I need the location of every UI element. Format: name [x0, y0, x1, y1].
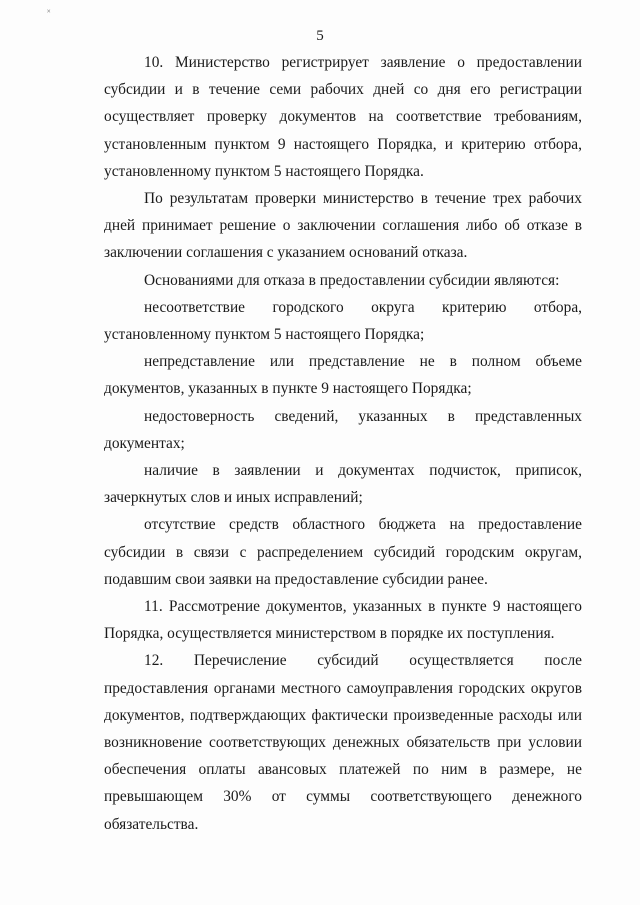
text-line: документов, указанных в пункте 9 настоящего Порядка; — [104, 380, 472, 398]
text-line: установленным пунктом 9 настоящего Порядка, и критерию отбора, — [104, 135, 582, 153]
text-line: По результатам проверки министерство в течение трех рабочих — [144, 190, 582, 208]
text-line: непредставление или представление не в полном объеме — [144, 353, 582, 371]
text-line: Порядка, осуществляется министерством в порядке их поступления. — [104, 625, 555, 643]
text-line: зачеркнутых слов и иных исправлений; — [104, 489, 363, 507]
text-line: отсутствие средств областного бюджета на предоставление — [144, 516, 582, 534]
paragraph — [104, 403, 582, 457]
page-number: 5 — [316, 28, 324, 44]
text-line: подавшим свои заявки на предоставление субсидии ранее. — [104, 570, 488, 588]
text-line: документах; — [104, 434, 185, 452]
text-line: подтверждающих фактически произведенные расходы или — [189, 706, 582, 724]
paragraph — [104, 647, 582, 837]
scan-mark: ˟ — [47, 8, 51, 18]
text-line: превышающем 30% от суммы соответствующего денежного — [104, 788, 582, 806]
text-line: обеспечения оплаты авансовых платежей по ним в размере, не — [104, 761, 582, 779]
paragraph — [104, 294, 582, 348]
text-line: несоответствие городского округа критерию отбора, — [144, 298, 582, 316]
text-line: возникновение соответствующих денежных обязательств при условии — [104, 734, 582, 752]
text-line: Основаниями для отказа в предоставлении субсидии являются: — [144, 271, 560, 289]
document-body — [104, 49, 582, 838]
text-line: 10. Министерство регистрирует заявление о предоставлении — [144, 54, 582, 71]
text-line: установленному пунктом 5 настоящего Порядка. — [104, 162, 424, 180]
text-line: наличие в заявлении и документах подчисток, приписок, — [144, 462, 582, 480]
paragraph — [104, 593, 582, 647]
text-line: заключении соглашения с указанием оснований отказа. — [104, 244, 468, 262]
text-line: недостоверность сведений, указанных в представленных — [144, 407, 582, 425]
paragraph — [104, 348, 582, 402]
paragraph — [104, 49, 582, 185]
text-line: 11. Рассмотрение документов, указанных в пункте 9 настоящего — [144, 598, 582, 616]
paragraph — [104, 457, 582, 511]
paragraph — [104, 267, 582, 294]
paragraph — [104, 185, 582, 267]
text-line: органами местного самоуправления городских округов документов, — [104, 679, 582, 724]
text-line: обязательства. — [104, 815, 199, 833]
text-line: субсидии и в течение семи рабочих дней со дня его регистрации — [104, 81, 582, 99]
text-line: установленному пунктом 5 настоящего Порядка; — [104, 326, 425, 344]
text-line: 12. Перечисление субсидий осуществляется после предоставления — [104, 652, 582, 697]
text-line: субсидии в связи с распределением субсидий городским округам, — [104, 543, 582, 561]
paragraph — [104, 511, 582, 593]
text-line: осуществляет проверку документов на соответствие требованиям, — [104, 108, 582, 126]
text-line: дней принимает решение о заключении соглашения либо об отказе в — [104, 217, 582, 235]
